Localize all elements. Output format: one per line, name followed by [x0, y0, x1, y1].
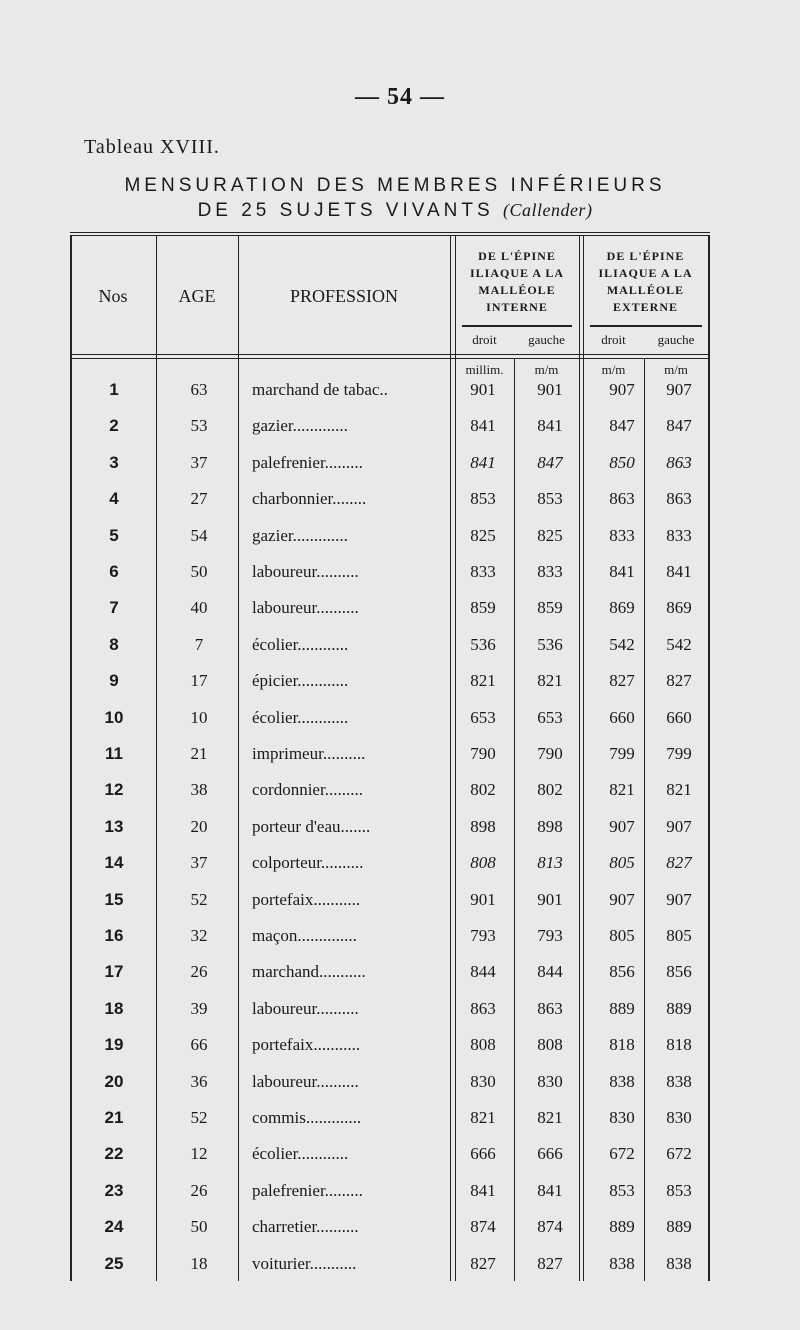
- row-internal-left: 802: [537, 780, 563, 800]
- row-internal-left: 793: [537, 926, 563, 945]
- row-profession: portefaix...........: [252, 1035, 361, 1055]
- row-age: 52: [190, 889, 208, 909]
- row-internal-right: 827: [470, 1253, 496, 1273]
- table-row: [70, 1136, 710, 1172]
- row-internal-left: 833: [537, 562, 563, 581]
- row-age: 63: [190, 380, 208, 399]
- row-number: 18: [104, 998, 124, 1018]
- row-external-left: 841: [666, 562, 692, 581]
- row-age: 10: [190, 707, 208, 727]
- row-age: 26: [190, 1180, 208, 1200]
- row-number: 5: [109, 525, 119, 545]
- table-row: [70, 481, 710, 517]
- row-internal-right: 536: [470, 634, 496, 654]
- row-external-right: 799: [609, 744, 635, 763]
- row-external-right: 821: [609, 780, 635, 800]
- table-row: [70, 663, 710, 699]
- row-internal-left: 808: [537, 1035, 563, 1055]
- title-line-2-text: DE 25 SUJETS VIVANTS: [197, 200, 494, 221]
- row-internal-right: 844: [470, 962, 496, 982]
- row-profession: commis.............: [252, 1108, 362, 1127]
- row-profession: écolier............: [252, 1144, 349, 1164]
- header-num-text: Nos: [98, 286, 128, 306]
- row-age: 40: [190, 598, 208, 618]
- row-internal-left: 666: [537, 1144, 563, 1164]
- row-number: 9: [109, 671, 119, 691]
- row-profession: cordonnier.........: [252, 780, 363, 800]
- row-internal-right: 825: [470, 525, 496, 545]
- row-number: 6: [109, 562, 119, 581]
- header-external-line: ILIAQUE A LA: [598, 266, 693, 280]
- row-external-right: 869: [609, 598, 635, 618]
- header-internal-left-text: gauche: [528, 332, 565, 347]
- table-row: [70, 809, 710, 845]
- row-internal-left: 844: [537, 962, 563, 982]
- row-internal-left: 830: [537, 1071, 563, 1091]
- unit-text: m/m: [664, 362, 688, 377]
- row-profession: colporteur..........: [252, 853, 364, 873]
- row-profession: charretier..........: [252, 1217, 359, 1237]
- row-external-right: 830: [609, 1108, 635, 1127]
- row-external-right: 660: [609, 707, 635, 727]
- row-profession: épicier............: [252, 671, 349, 691]
- row-number: 20: [104, 1071, 124, 1091]
- table-row: [70, 991, 710, 1027]
- header-internal-line: MALLÉOLE: [478, 283, 556, 297]
- row-internal-right: 790: [470, 744, 496, 763]
- table-row: [70, 1100, 710, 1136]
- header-external-line: EXTERNE: [612, 300, 678, 314]
- unit-text: m/m: [534, 362, 559, 377]
- row-number: 23: [104, 1180, 124, 1200]
- row-internal-left: 841: [537, 416, 563, 436]
- header-external-line: MALLÉOLE: [606, 283, 685, 297]
- row-internal-right: 821: [470, 1108, 496, 1127]
- header-age-text: AGE: [178, 286, 216, 306]
- row-number: 21: [104, 1108, 124, 1127]
- row-internal-left: 536: [537, 634, 563, 654]
- row-internal-left: 847: [537, 452, 563, 472]
- row-internal-right: 821: [470, 671, 496, 691]
- row-external-left: 853: [666, 1180, 692, 1200]
- unit-text: millim.: [465, 362, 504, 377]
- header-external-right: [583, 332, 644, 348]
- row-internal-left: 825: [537, 525, 563, 545]
- row-profession: porteur d'eau.......: [252, 816, 371, 836]
- row-external-left: 805: [666, 926, 692, 945]
- row-age: 36: [190, 1071, 208, 1091]
- row-age: 54: [190, 525, 208, 545]
- header-internal-line: ILIAQUE A LA: [469, 266, 565, 280]
- row-internal-left: 821: [537, 671, 563, 691]
- row-age: 66: [190, 1035, 208, 1055]
- table-row: [70, 736, 710, 772]
- row-external-left: 542: [666, 634, 692, 654]
- row-profession: marchand de tabac..: [252, 380, 388, 399]
- row-profession: gazier.............: [252, 525, 348, 545]
- row-profession: écolier............: [252, 707, 349, 727]
- row-profession: marchand...........: [252, 962, 366, 982]
- row-external-left: 838: [666, 1253, 692, 1273]
- row-internal-right: 833: [470, 562, 496, 581]
- row-external-left: 863: [666, 452, 692, 472]
- row-external-left: 863: [666, 489, 692, 509]
- row-external-left: 838: [666, 1071, 692, 1091]
- row-external-left: 827: [666, 853, 692, 873]
- row-external-right: 805: [609, 926, 635, 945]
- row-number: 22: [104, 1144, 124, 1164]
- row-external-left: 818: [666, 1035, 692, 1055]
- row-external-right: 856: [609, 962, 635, 982]
- table-row: [70, 627, 710, 663]
- page-number: — 54 —: [355, 84, 445, 110]
- row-external-right: 853: [609, 1180, 635, 1200]
- row-number: 19: [104, 1035, 124, 1055]
- row-profession: portefaix...........: [252, 889, 361, 909]
- row-age: 12: [190, 1144, 208, 1164]
- row-number: 11: [105, 744, 123, 763]
- row-profession: écolier............: [252, 634, 349, 654]
- row-internal-right: 863: [470, 998, 496, 1018]
- row-number: 8: [109, 634, 119, 654]
- header-external-line: DE L'ÉPINE: [606, 249, 685, 263]
- row-external-left: 889: [666, 1217, 692, 1237]
- row-age: 37: [190, 452, 208, 472]
- row-external-right: 818: [609, 1035, 635, 1055]
- row-internal-right: 793: [470, 926, 496, 945]
- row-internal-left: 790: [537, 744, 563, 763]
- table-row: [70, 554, 710, 590]
- main-title: [0, 173, 790, 223]
- header-external-left: [644, 332, 708, 348]
- header-internal-line: DE L'ÉPINE: [478, 249, 556, 263]
- header-external-right-text: droit: [601, 332, 626, 347]
- row-internal-left: 863: [537, 998, 563, 1018]
- header-group-external: [583, 248, 708, 316]
- brace-rule: [590, 325, 702, 327]
- row-external-right: 841: [609, 562, 635, 581]
- header-external-left-text: gauche: [657, 332, 695, 347]
- table-row: [70, 445, 710, 481]
- row-age: 26: [190, 962, 208, 982]
- row-external-right: 672: [609, 1144, 635, 1164]
- header-internal-right: [455, 332, 514, 348]
- row-internal-right: 808: [470, 1035, 496, 1055]
- row-number: 15: [104, 889, 124, 909]
- table-row: [70, 954, 710, 990]
- row-age: 17: [190, 671, 208, 691]
- row-external-right: 838: [609, 1253, 635, 1273]
- row-internal-right: 666: [470, 1144, 496, 1164]
- row-internal-right: 841: [470, 416, 496, 436]
- row-age: 38: [190, 780, 208, 800]
- row-external-right: 907: [609, 380, 635, 399]
- row-external-right: 827: [609, 671, 635, 691]
- row-external-right: 863: [609, 489, 635, 509]
- row-external-right: 889: [609, 998, 635, 1018]
- row-number: 16: [104, 926, 124, 945]
- row-internal-right: 874: [470, 1217, 496, 1237]
- row-external-right: 850: [609, 452, 635, 472]
- row-external-right: 805: [609, 853, 635, 873]
- row-internal-right: 841: [470, 452, 496, 472]
- row-internal-right: 808: [470, 853, 496, 873]
- table-label: Tableau XVIII.: [84, 136, 220, 158]
- row-external-right: 838: [609, 1071, 635, 1091]
- table-row: [70, 1064, 710, 1100]
- row-internal-left: 841: [537, 1180, 563, 1200]
- header-profession-text: PROFESSION: [289, 286, 399, 306]
- row-external-left: 907: [666, 816, 692, 836]
- row-number: 12: [104, 780, 124, 800]
- row-internal-left: 859: [537, 598, 563, 618]
- row-external-left: 907: [666, 380, 692, 399]
- row-number: 13: [104, 816, 124, 836]
- row-internal-left: 827: [537, 1253, 563, 1273]
- row-number: 14: [104, 853, 124, 873]
- table-row: [70, 518, 710, 554]
- row-age: 32: [190, 926, 208, 945]
- row-internal-right: 841: [470, 1180, 496, 1200]
- row-internal-left: 821: [537, 1108, 563, 1127]
- header-profession: [238, 286, 450, 307]
- table-row: [70, 882, 710, 918]
- table-row: [70, 1027, 710, 1063]
- row-external-left: 821: [666, 780, 692, 800]
- table-row: [70, 772, 710, 808]
- row-external-right: 833: [609, 525, 635, 545]
- header-group-internal: [455, 248, 579, 316]
- row-profession: imprimeur..........: [252, 744, 366, 763]
- row-internal-left: 901: [537, 889, 563, 909]
- row-external-left: 660: [666, 707, 692, 727]
- row-age: 52: [190, 1108, 208, 1127]
- row-internal-right: 901: [470, 889, 496, 909]
- table-row: [70, 1246, 710, 1282]
- row-internal-left: 901: [537, 380, 563, 399]
- title-line-2: [0, 198, 790, 223]
- brace-rule: [462, 325, 572, 327]
- row-external-left: 907: [666, 889, 692, 909]
- row-internal-right: 859: [470, 598, 496, 618]
- row-internal-right: 802: [470, 780, 496, 800]
- table-row: [70, 845, 710, 881]
- row-profession: palefrenier.........: [252, 452, 363, 472]
- row-age: 21: [190, 744, 208, 763]
- row-internal-right: 653: [470, 707, 496, 727]
- row-external-left: 827: [666, 671, 692, 691]
- row-number: 24: [104, 1217, 124, 1237]
- row-internal-left: 898: [537, 816, 563, 836]
- header-age: [156, 286, 238, 307]
- row-internal-left: 853: [537, 489, 563, 509]
- row-external-right: 889: [609, 1217, 635, 1237]
- row-internal-right: 898: [470, 816, 496, 836]
- row-internal-left: 874: [537, 1217, 563, 1237]
- row-profession: laboureur..........: [252, 562, 359, 581]
- row-profession: laboureur..........: [252, 998, 359, 1018]
- row-external-left: 672: [666, 1144, 692, 1164]
- row-external-right: 542: [609, 634, 635, 654]
- row-number: 25: [104, 1253, 124, 1273]
- table-row: [70, 918, 710, 954]
- row-external-left: 856: [666, 962, 692, 982]
- row-internal-right: 830: [470, 1071, 496, 1091]
- row-age: 50: [190, 562, 208, 581]
- row-age: 18: [190, 1253, 208, 1273]
- row-age: 20: [190, 816, 208, 836]
- row-number: 7: [109, 598, 119, 618]
- row-age: 50: [190, 1217, 208, 1237]
- row-profession: laboureur..........: [252, 598, 359, 618]
- measurement-table: [70, 232, 710, 1281]
- row-profession: voiturier...........: [252, 1253, 357, 1273]
- row-external-right: 907: [609, 889, 635, 909]
- table-row: [70, 372, 710, 408]
- row-external-left: 830: [666, 1108, 692, 1127]
- row-number: 10: [104, 707, 124, 727]
- row-number: 2: [109, 416, 119, 436]
- header-num: [70, 286, 156, 307]
- row-external-right: 847: [609, 416, 635, 436]
- row-external-left: 833: [666, 525, 692, 545]
- table-row: [70, 1173, 710, 1209]
- row-profession: laboureur..........: [252, 1071, 359, 1091]
- table-row: [70, 590, 710, 626]
- unit-text: m/m: [601, 362, 626, 377]
- header-internal-right-text: droit: [472, 332, 497, 347]
- row-internal-left: 653: [537, 707, 563, 727]
- row-internal-left: 813: [537, 853, 563, 873]
- row-profession: palefrenier.........: [252, 1180, 363, 1200]
- row-profession: charbonnier........: [252, 489, 367, 509]
- header-internal-left: [514, 332, 579, 348]
- row-age: 7: [194, 634, 204, 654]
- row-age: 53: [190, 416, 208, 436]
- header-rule: [70, 354, 710, 355]
- row-profession: gazier.............: [252, 416, 348, 436]
- header-rule: [70, 358, 710, 359]
- row-external-left: 889: [666, 998, 692, 1018]
- row-external-left: 869: [666, 598, 692, 618]
- row-number: 3: [109, 452, 119, 472]
- row-internal-right: 901: [470, 380, 496, 399]
- row-profession: maçon..............: [252, 926, 357, 945]
- row-external-left: 847: [666, 416, 692, 436]
- row-age: 37: [190, 853, 208, 873]
- row-age: 39: [190, 998, 208, 1018]
- row-age: 27: [190, 489, 208, 509]
- row-number: 1: [109, 380, 119, 399]
- row-number: 4: [109, 489, 119, 509]
- row-external-right: 907: [609, 816, 635, 836]
- title-author: (Callender): [502, 200, 593, 220]
- row-internal-right: 853: [470, 489, 496, 509]
- table-row: [70, 408, 710, 444]
- title-line-1: MENSURATION DES MEMBRES INFÉRIEURS: [124, 175, 666, 196]
- row-number: 17: [104, 962, 124, 982]
- table-row: [70, 700, 710, 736]
- table-row: [70, 1209, 710, 1245]
- header-internal-line: INTERNE: [486, 300, 548, 314]
- row-external-left: 799: [666, 744, 692, 763]
